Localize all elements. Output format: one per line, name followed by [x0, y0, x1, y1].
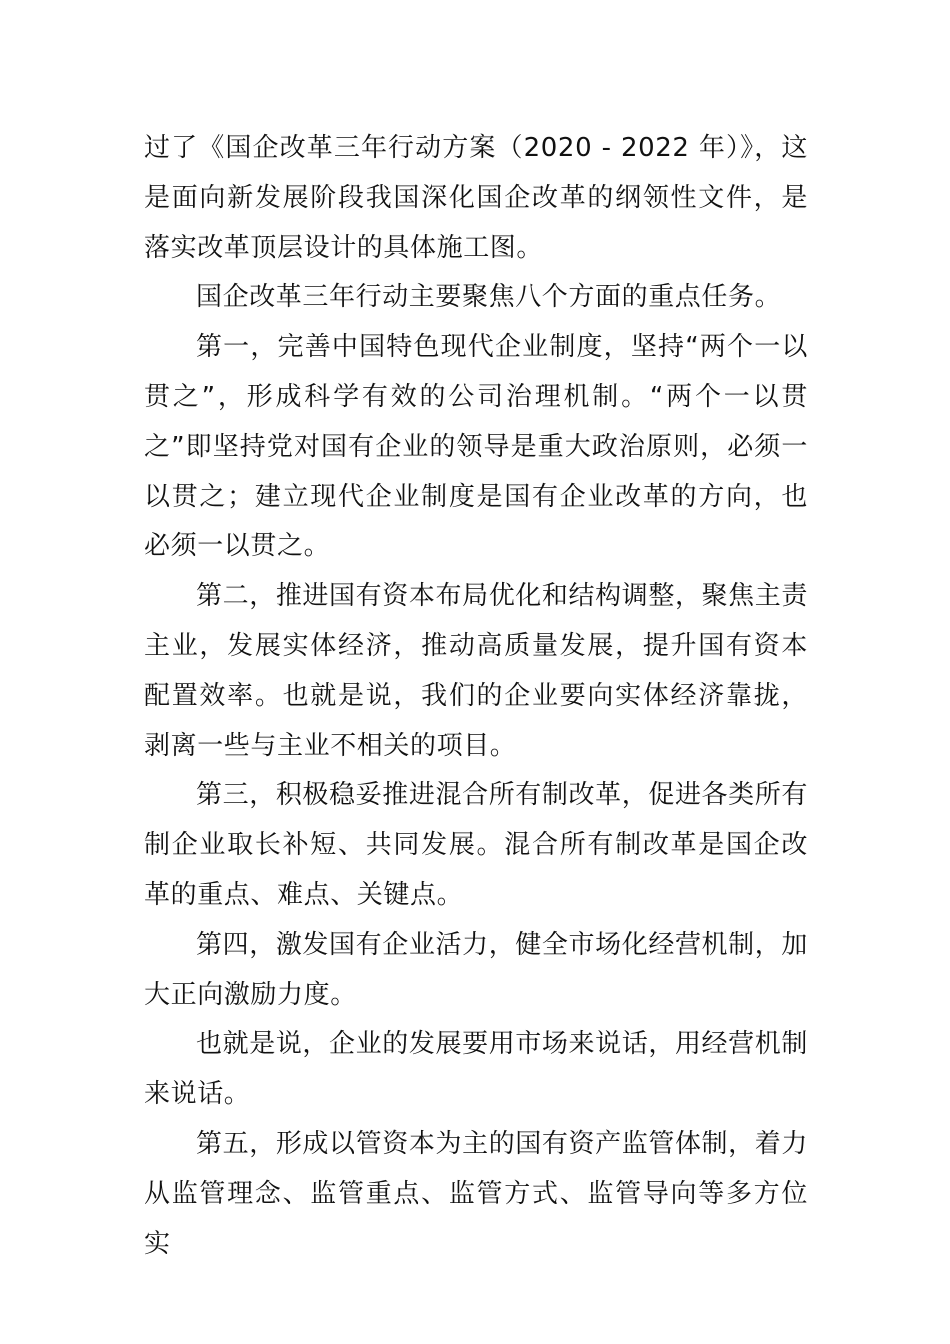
paragraph-2: 国企改革三年行动主要聚焦八个方面的重点任务。 [196, 282, 782, 313]
paragraph-3: 第一，完善中国特色现代企业制度，坚持“两个一以贯之”，形成科学有效的公司治理机制。“两个一以贯之”即坚持党对国有企业的领导是重大政治原则，必须一以贯之；建立现代企业制度是国有企业改革的方向，也必须一以贯之。 [144, 332, 808, 562]
paragraph-1: 过了《国企改革三年行动方案（2020 - 2022 年）》，这是面向新发展阶段我国深化国企改革的纲领性文件，是落实改革顶层设计的具体施工图。 [144, 133, 808, 263]
paragraph-8: 第五，形成以管资本为主的国有资产监管体制，着力从监管理念、监管重点、监管方式、监管导向等多方位实 [144, 1128, 808, 1259]
paragraph-6: 第四，激发国有企业活力，健全市场化经营机制，加大正向激励力度。 [144, 929, 808, 1010]
paragraph-5: 第三，积极稳妥推进混合所有制改革，促进各类所有制企业取长补短、共同发展。混合所有制改革是国企改革的重点、难点、关键点。 [144, 780, 808, 910]
paragraph-7: 也就是说，企业的发展要用市场来说话，用经营机制来说话。 [144, 1029, 808, 1110]
document-body [144, 124, 808, 1269]
paragraph-4: 第二，推进国有资本布局优化和结构调整，聚焦主责主业，发展实体经济，推动高质量发展，提升国有资本配置效率。也就是说，我们的企业要向实体经济靠拢，剥离一些与主业不相关的项目。 [144, 581, 808, 761]
